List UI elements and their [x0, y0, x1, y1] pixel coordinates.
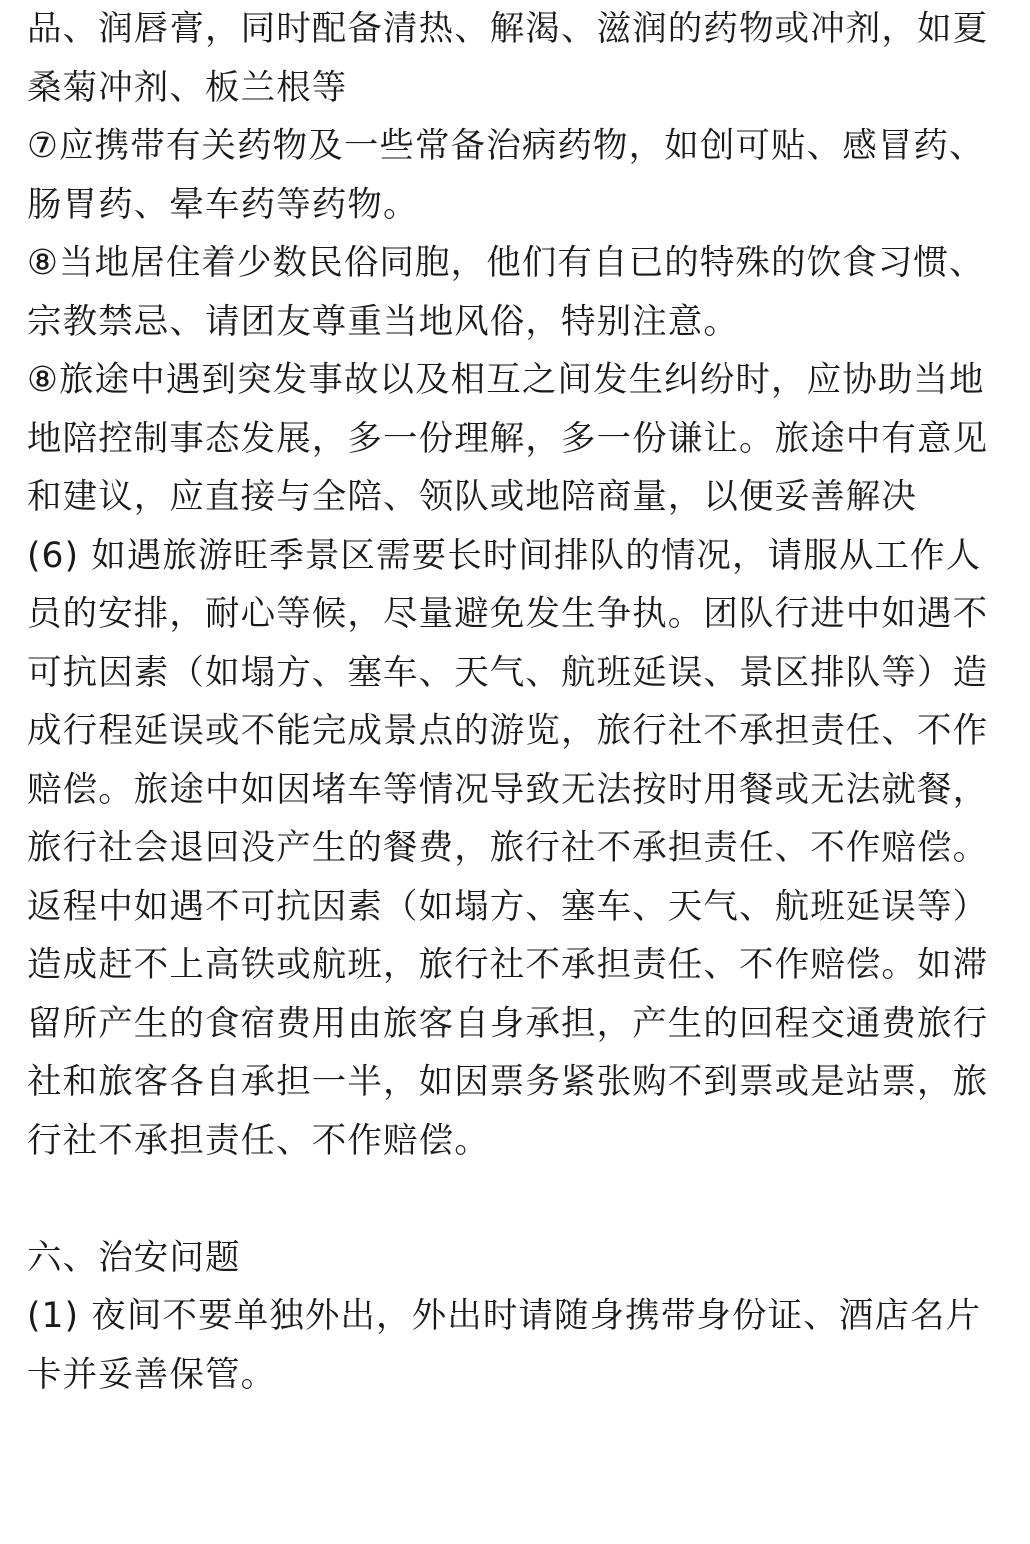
document-page — [27, 0, 1007, 1404]
paragraph-medicine-supplies: 品、润唇膏，同时配备清热、解渴、滋润的药物或冲剂，如夏桑菊冲剂、板兰根等 — [27, 9, 989, 108]
paragraph-item-6-delays: (6) 如遇旅游旺季景区需要长时间排队的情况，请服从工作人员的安排，耐心等候，尽量避免发生争执。团队行进中如遇不可抗因素（如塌方、塞车、天气、航班延误、景区排队等）造成行程延误或不能完成景点的游览，旅行社不承担责任、不作赔偿。旅途中如因堵车等情况导致无法按时用餐或无法就餐，旅行社会退回没产生的餐费，旅行社不承担责任、不作赔偿。返程中如遇不可抗因素（如塌方、塞车、天气、航班延误等）造成赶不上高铁或航班，旅行社不承担责任、不作赔偿。如滞留所产生的食宿费用由旅客自身承担，产生的回程交通费旅行社和旅客各自承担一半，如因票务紧张购不到票或是站票，旅行社不承担责任、不作赔偿。 — [27, 535, 989, 1161]
paragraph-spacer — [27, 1170, 1007, 1229]
paragraph-item-7-medicine: ⑦应携带有关药物及一些常备治病药物，如创可贴、感冒药、肠胃药、晕车药等药物。 — [27, 126, 985, 225]
section-heading-security: 六、治安问题 — [27, 1237, 241, 1278]
paragraph-item-8-disputes: ⑧旅途中遇到突发事故以及相互之间发生纠纷时，应协助当地地陪控制事态发展，多一份理解，多一份谦让。旅途中有意见和建议，应直接与全陪、领队或地陪商量，以便妥善解决 — [27, 360, 989, 517]
paragraph-security-item-1: (1) 夜间不要单独外出，外出时请随身携带身份证、酒店名片卡并妥善保管。 — [27, 1296, 982, 1395]
paragraph-item-8-customs: ⑧当地居住着少数民俗同胞，他们有自已的特殊的饮食习惯、宗教禁忌、请团友尊重当地风俗，特别注意。 — [27, 243, 985, 342]
